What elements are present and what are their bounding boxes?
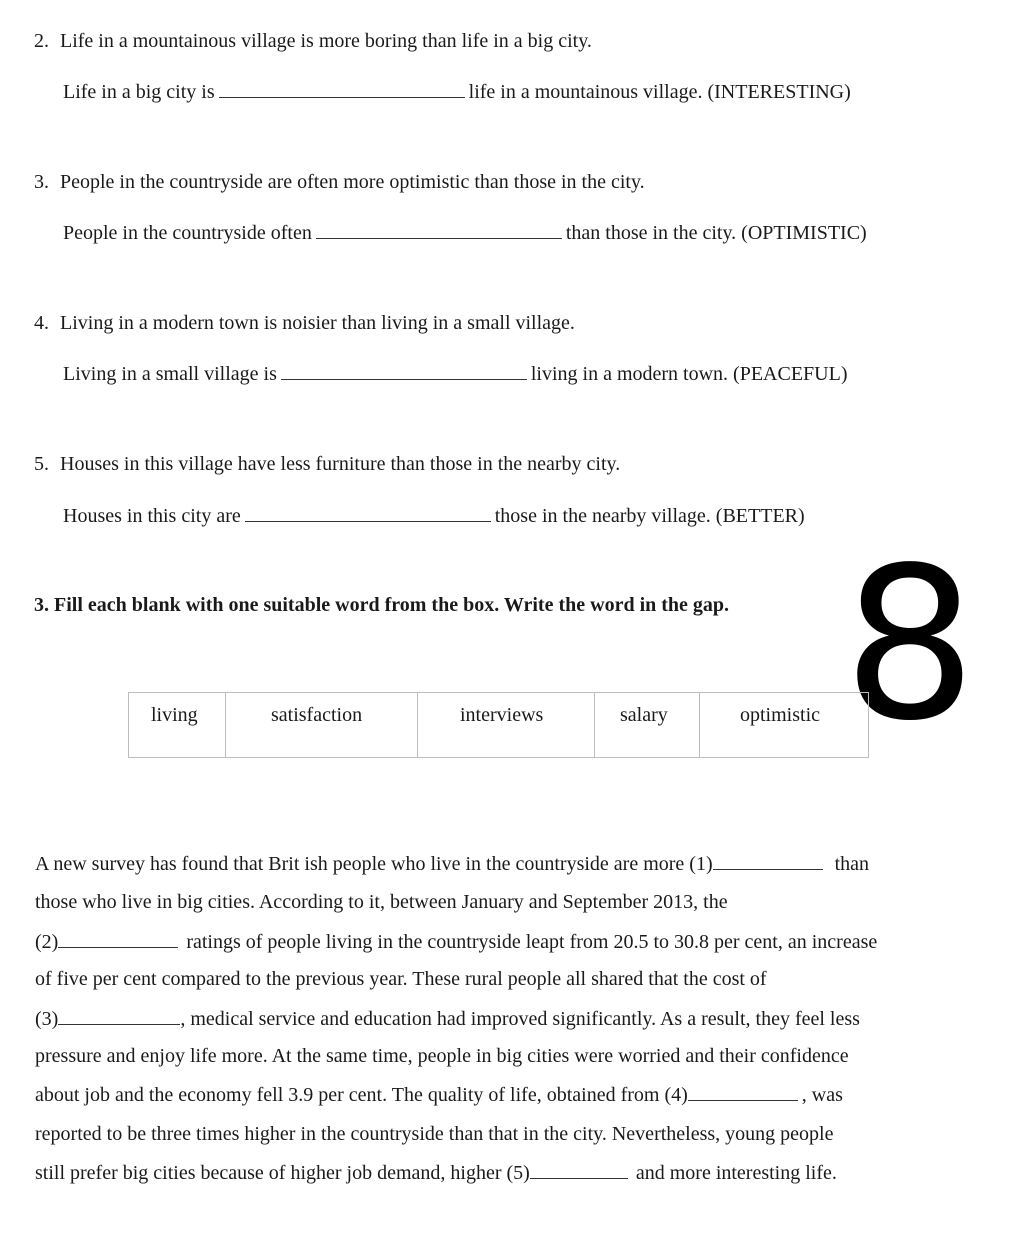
- passage-text: (3): [35, 1008, 59, 1030]
- passage-text: and more interesting life.: [635, 1162, 837, 1184]
- passage-text: about job and the economy fell 3.9 per cent. The quality of life, obtained from (4): [35, 1084, 688, 1106]
- answer-blank[interactable]: [245, 505, 491, 522]
- passage-text: pressure and enjoy life more. At the same time, people in big cities were worried and their confidence: [35, 1045, 849, 1067]
- item-number: 4.: [34, 312, 49, 334]
- word-box: [128, 692, 869, 758]
- prompt-before: Houses in this city are: [63, 505, 241, 527]
- passage-text: (2): [35, 931, 59, 953]
- passage-text: A new survey has found that Brit ish people who live in the countryside are more (1): [35, 853, 713, 875]
- passage-line: [35, 1046, 849, 1066]
- answer-blank[interactable]: [316, 222, 562, 239]
- word-box-item: optimistic: [740, 704, 820, 726]
- passage-line: [35, 931, 877, 952]
- overlay-number: 8: [843, 522, 977, 767]
- original-sentence: Life in a mountainous village is more boring than life in a big city.: [60, 30, 592, 52]
- passage-text: still prefer big cities because of higher job demand, higher (5): [35, 1162, 530, 1184]
- original-sentence: Living in a modern town is noisier than living in a small village.: [60, 312, 575, 334]
- original-sentence: People in the countryside are often more optimistic than those in the city.: [60, 171, 645, 193]
- item-sentence: [34, 172, 645, 192]
- item-number: 5.: [34, 453, 49, 475]
- prompt-after: living in a modern town. (PEACEFUL): [530, 363, 848, 385]
- rewrite-prompt: [63, 363, 848, 384]
- passage-text: of five per cent compared to the previous year. These rural people all shared that the cost of: [35, 968, 767, 990]
- gap-2-blank[interactable]: [58, 931, 178, 948]
- prompt-before: Life in a big city is: [63, 81, 215, 103]
- item-number: 3.: [34, 171, 49, 193]
- rewrite-prompt: [63, 222, 867, 243]
- gap-5-blank[interactable]: [530, 1162, 628, 1179]
- word-box-item: satisfaction: [226, 693, 418, 757]
- word-box-item: interviews: [418, 693, 595, 757]
- prompt-before: Living in a small village is: [63, 363, 277, 385]
- passage-text: reported to be three times higher in the countryside than that in the city. Nevertheless, young people: [35, 1123, 834, 1145]
- prompt-after: than those in the city. (OPTIMISTIC): [565, 222, 867, 244]
- passage-line: [35, 1008, 860, 1029]
- passage-line: [35, 1124, 833, 1144]
- gap-3-blank[interactable]: [58, 1008, 180, 1025]
- item-sentence: [34, 313, 575, 333]
- prompt-after: life in a mountainous village. (INTERESTING): [468, 81, 851, 103]
- passage-text: than: [834, 853, 870, 875]
- passage-text: , medical service and education had improved significantly. As a result, they feel less: [180, 1008, 860, 1030]
- answer-blank[interactable]: [281, 363, 527, 380]
- passage-line: [35, 1162, 837, 1183]
- word-box-item: living: [129, 693, 226, 757]
- passage-text: those who live in big cities. According to it, between January and September 2013, the: [35, 891, 728, 913]
- item-number: 2.: [34, 30, 49, 52]
- gap-4-blank[interactable]: [688, 1084, 798, 1101]
- passage-text: , was: [801, 1084, 843, 1106]
- passage-line: [35, 853, 869, 874]
- prompt-before: People in the countryside often: [63, 222, 312, 244]
- word-box-item: salary: [595, 693, 700, 757]
- prompt-after: those in the nearby village. (BETTER): [494, 505, 805, 527]
- rewrite-prompt: [63, 81, 851, 102]
- answer-blank[interactable]: [219, 81, 465, 98]
- rewrite-prompt: [63, 505, 805, 526]
- passage-line: [35, 1084, 843, 1105]
- item-sentence: [34, 31, 592, 51]
- section-heading: 3. Fill each blank with one suitable word from the box. Write the word in the gap.: [34, 594, 730, 616]
- passage-text: ratings of people living in the countryside leapt from 20.5 to 30.8 per cent, an increase: [186, 931, 878, 953]
- original-sentence: Houses in this village have less furniture than those in the nearby city.: [60, 453, 621, 475]
- passage-line: [35, 892, 728, 912]
- passage-line: [35, 969, 767, 989]
- item-sentence: [34, 454, 620, 474]
- gap-1-blank[interactable]: [713, 853, 823, 870]
